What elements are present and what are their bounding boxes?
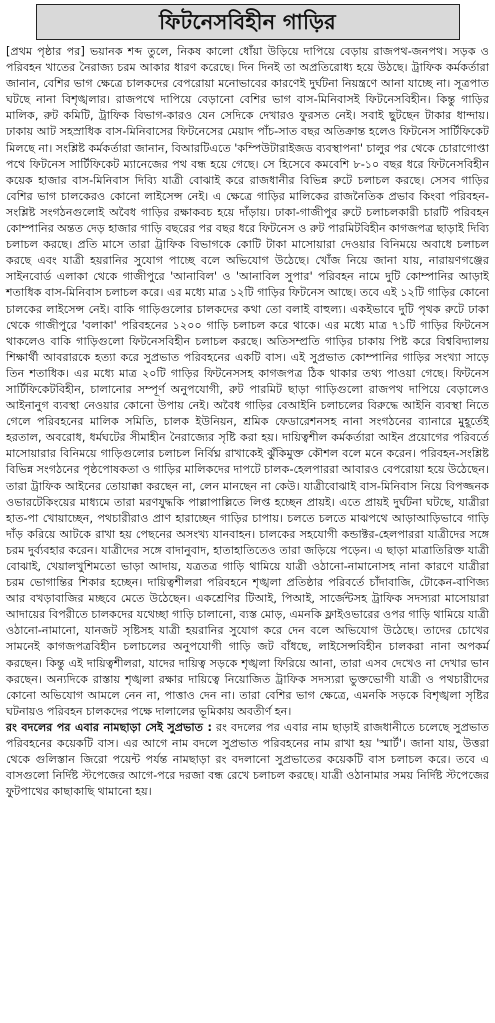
subhead-text: রং বদলের পর এবার নাম ছাড়াই রাজধানীতে চলেছে সুপ্রভাত পরিবহনের কয়েকটি বাস। এর আগে নাম বদলে সুপ্রভাত পরিবহনের নাম রাখা হয় 'স্মার্ট'। জানা যায়, উত্তরা থেকে গুলিস্তান জিরো পয়েন্ট পর্যন্ত নামছাড়া রং বদলানো সুপ্রভাতের কয়েকটি বাস চলাচল করে। তবে এ বাসগুলো নির্দিষ্ট স্টপেজের আগে-পরে দরজা বন্ধ রেখে চলাচল করছে। যাত্রী ওঠানামার সময় নির্দিষ্ট স্টপেজের ফুটপাথের কাছাকাছি থামানো হয়। <box>6 720 489 799</box>
paragraph-text: ভয়ানক শব্দ তুলে, নিকষ কালো ধোঁয়া উড়িয়ে দাপিয়ে বেড়ায় রাজপথ-জনপথ। সড়ক ও পরিবহন খাতের নৈরাজ্য চরম আকার ধারণ করেছে। দিন দিনই তা অপ্রতিরোধ্য হয়ে উঠছে। ট্রাফিক কর্মকর্তারা জানান, বেশির ভাগ ক্ষেত্রে চালকদের বেপরোয়া মনোভাবের কারণেই দুর্ঘটনা নিয়ন্ত্রণে আনা যাচ্ছে না। সূত্রপাত ঘটছে নানা বিশৃঙ্খলার। রাজপথে দাপিয়ে বেড়ানো বেশির ভাগ বাস-মিনিবাসই ফিটনেসবিহীন। কিন্তু গাড়ির মালিক, রুট কমিটি, ট্রাফিক বিভাগ-কারও যেন সেদিকে দেখারও ফুরসত নেই। সবাই ছুটছেন টাকার ধান্দায়। ঢাকায় আট সহস্রাধিক বাস-মিনিবাসের ফিটনেসের মেয়াদ পাঁচ-সাত বছর অতিক্রান্ত হলেও ফিটনেস সার্টিফিকেট মিলছে না। সংশ্লিষ্ট কর্মকর্তারা জানান, বিআরটিএতে 'কম্পিউটারাইজড ব্যবস্থাপনা' চালুর পর থেকে চোরাগোপ্তা পথে ফিটনেস সার্টিফিকেট ম্যানেজের পথ বন্ধ হয়ে গেছে। সে হিসেবে কমবেশি ৮-১০ বছর ধরে ফিটনেসবিহীন কয়েক হাজার বাস-মিনিবাস দিব্যি যাত্রী বোঝাই করে রাজধানীর বিভিন্ন রুটে চলাচল করছে। সেসব গাড়ির বেশির ভাগ চালকেরও কোনো লাইসেন্স নেই। এ ক্ষেত্রে গাড়ির মালিকের রাজনৈতিক প্রভাব কিংবা পরিবহন-সংশ্লিষ্ট সংগঠনগুলোই অবৈধ গাড়ির রক্ষাকবচ হয়ে দাঁড়ায়। ঢাকা-গাজীপুর রুটে চলাচলকারী চারটি পরিবহন কোম্পানির অন্তত দেড় হাজার গাড়ি বছরের পর বছর ধরে ফিটনেস ও রুট পারমিটবিহীন কাগজপত্র ছাড়াই দিব্যি চলাচল করছে। প্রতি মাসে তারা ট্রাফিক বিভাগকে কোটি টাকা মাসোয়ারা দেওয়ার বিনিময়ে অবাধে চলাচল করছে এবং যাত্রী হয়রানির সুযোগ পাচ্ছে বলে অভিযোগ উঠেছে। খোঁজ নিয়ে জানা যায়, নারায়ণগঞ্জের সাইনবোর্ড এলাকা থেকে গাজীপুরে 'আনাবিল' ও 'আনাবিল সুপার' পরিবহন নামে দুটি কোম্পানির আড়াই শতাধিক বাস-মিনিবাস চলাচল করে। এর মধ্যে মাত্র ১২টি গাড়ির ফিটনেস আছে। তবে এই ১২টি গাড়ির কোনো চালকের লাইসেন্স নেই। বাকি গাড়িগুলোর চালকদের কথা তো বলাই বাহুল্য। একইভাবে দুটি পৃথক রুটে ঢাকা থেকে গাজীপুরে 'বলাকা' পরিবহনের ১২০০ গাড়ি চলাচল করে থাকে। এর মধ্যে মাত্র ৭১টি গাড়ির ফিটনেস থাকলেও বাকি গাড়িগুলো ফিটনেসবিহীন চলাচল করছে। অতিসম্প্রতি গাড়ির চাকায় পিষ্ট করে বিশ্ববিদ্যালয় শিক্ষার্থী আবরারকে হত্যা করে সুপ্রভাত পরিবহনের একটি বাস। এই সুপ্রভাত কোম্পানির গাড়ির সংখ্যা সাড়ে তিন শতাধিক। এর মধ্যে মাত্র ২০টি গাড়ির ফিটনেসসহ কাগজপত্র ঠিক থাকার তথ্য পাওয়া গেছে। ফিটনেস সার্টিফিকেটবিহীন, চালানোর সম্পূর্ণ অনুপযোগী, রুট পারমিট ছাড়া গাড়িগুলো রাজপথ দাপিয়ে বেড়ালেও আইনানুগ ব্যবস্থা নেওয়ার কোনো উপায় নেই। অবৈধ গাড়ির বেআইনি চলাচলের বিরুদ্ধে আইনি ব্যবস্থা নিতে গেলে পরিবহনের মালিক সমিতি, চালক ইউনিয়ন, শ্রমিক ফেডারেশনসহ নানা সংগঠনের ব্যানারে মুহূর্তেই হরতাল, অবরোধ, ধর্মঘটের সীমাহীন নৈরাজ্যের সৃষ্টি করা হয়। দায়িত্বশীল কর্মকর্তারা আইন প্রয়োগের পরিবর্তে মাসোয়ারার বিনিময়ে গাড়িগুলোর চলাচল নির্বিঘ্ন রাখাকেই ঝুঁকিমুক্ত কৌশল বলে মনে করেন। পরিবহন-সংশ্লিষ্ট বিভিন্ন সংগঠনের পৃষ্ঠপোষকতা ও গাড়ির মালিকদের দাপটে চালক-হেলপাররা আবারও বেপরোয়া হয়ে উঠেছেন। তারা ট্রাফিক আইনের তোয়াক্কা করছেন না, লেন মানছেন না কেউ। যাত্রীবোঝাই বাস-মিনিবাস নিয়ে বিপজ্জনক ওভারটেকিংয়ের মাধ্যমে তারা মরণযুদ্ধকি পাল্লাপাল্লিতে লিপ্ত হচ্ছেন প্রায়ই। এতে প্রায়ই দুর্ঘটনা ঘটছে, যাত্রীরা হাত-পা খোয়াচ্ছেন, পথচারীরাও প্রাণ হারাচ্ছেন গাড়ির চাপায়। চলতে চলতে মাঝপথে আড়াআড়িভাবে গাড়ি দাঁড় করিয়ে আটকে রাখা হয় পেছনের অসংখ্য যানবাহন। চালকের সহযোগী কন্ডাক্টর-হেলপাররা যাত্রীদের সঙ্গে চরম দুর্ব্যবহার করেন। যাত্রীদের সঙ্গে বাদানুবাদ, হাতাহাতিতেও তারা জড়িয়ে পড়েন। এ ছাড়া মাত্রাতিরিক্ত যাত্রী বোঝাই, খেয়ালখুশিমতো ভাড়া আদায়, যত্রতত্র গাড়ি থামিয়ে যাত্রী ওঠানো-নামানোসহ নানা কারণে যাত্রীরা চরম ভোগান্তির শিকার হচ্ছেন। দায়িত্বশীলরা পরিবহনে শৃঙ্খলা প্রতিষ্ঠার পরিবর্তে চাঁদাবাজি, টোকেন-বাণিজ্য আর বখড়াবাজির মচ্ছবে মেতে উঠেছেন। একশ্রেণির টিআই, পিআই, সার্জেন্টসহ ট্রাফিক সদস্যরা মাসোয়ারা আদায়ের বিপরীতে চালকদের যথেচ্ছা গাড়ি চালানো, ব্যস্ত মোড়, এমনকি ফ্লাইওভারের ওপর গাড়ি থামিয়ে যাত্রী ওঠানো-নামানো, যানজট সৃষ্টিসহ যাত্রী হয়রানির সুযোগ করে দেন বলে অভিযোগ উঠেছে। তাদের চোখের সামনেই কাগজপত্রবিহীন চলাচলের অনুপযোগী গাড়ি জট বাঁধছে, লাইসেন্সবিহীন চালকরা নানা অপকর্ম করছেন। কিন্তু এই দায়িত্বশীলরা, যাদের দায়িত্ব সড়কে শৃঙ্খলা ফিরিয়ে আনা, তারা এসব দেখেও না দেখার ভান করছেন। অন্যদিকে রাস্তায় শৃঙ্খলা রক্ষার দায়িত্বে নিয়োজিত ট্রাফিক সদস্যরা ভুক্তভোগী যাত্রী ও পথচারীদের কোনো অভিযোগ আমলে নেন না, পাত্তাও দেন না। তারা বেশির ভাগ ক্ষেত্রে, এমনকি সড়কে বিশৃঙ্খলা সৃষ্টির ঘটনায়ও পরিবহন চালকদের পক্ষে দালালের ভূমিকায় অবতীর্ণ হন। <box>6 45 490 718</box>
article-body <box>6 44 489 800</box>
subhead: রং বদলের পর এবার নামছাড়া সেই সুপ্রভাত : <box>6 720 212 734</box>
article-paragraph <box>6 44 489 720</box>
subhead-paragraph <box>6 720 489 800</box>
continued-label: [প্রথম পৃষ্ঠার পর] <box>6 45 85 58</box>
headline: ফিটনেসবিহীন গাড়ির <box>159 9 336 34</box>
headline-box <box>36 4 460 40</box>
